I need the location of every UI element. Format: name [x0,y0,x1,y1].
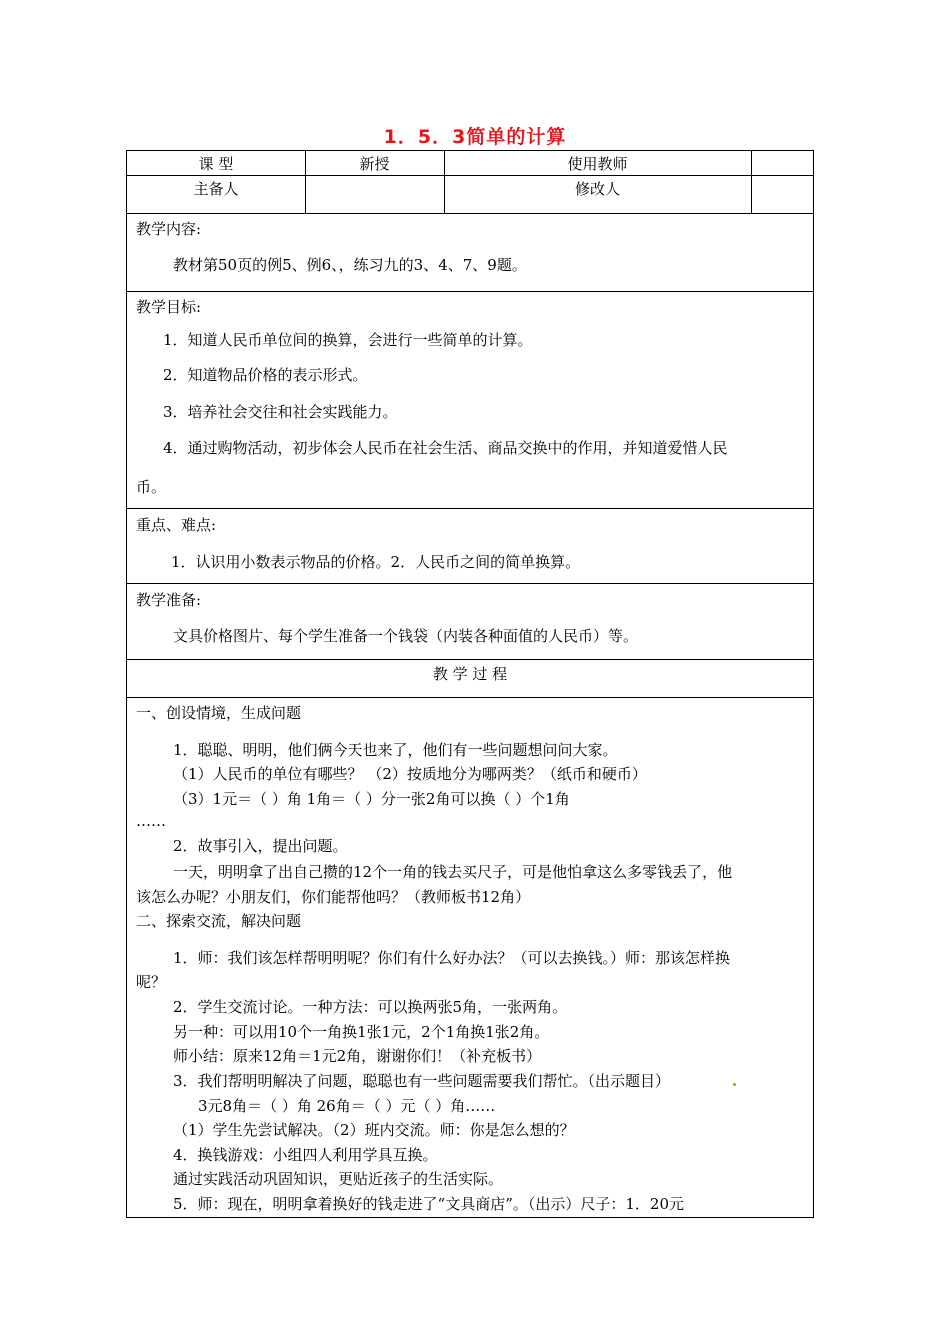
row-divider [127,583,813,584]
page-title: 1．5．3简单的计算 [383,126,567,148]
preparer-label: 主备人 [193,180,239,198]
goal-item: 1．知道人民币单位间的换算，会进行一些简单的计算。 [163,331,533,349]
key-points-text: 1．认识用小数表示物品的价格。2．人民币之间的简单换算。 [171,553,581,571]
row-divider [127,291,813,292]
process-line: 4．换钱游戏：小组四人利用学具互换。 [173,1146,438,1164]
row-divider [127,175,813,176]
process-line: 3．我们帮明明解决了问题，聪聪也有一些问题需要我们帮忙。（出示题目） [173,1072,671,1090]
goal-item: 2．知道物品价格的表示形式。 [163,366,368,384]
process-heading: 教 学 过 程 [432,665,508,683]
process-line: 通过实践活动巩固知识，更贴近孩子的生活实际。 [173,1170,504,1188]
decorative-dot [733,1083,736,1086]
column-divider [751,151,752,213]
process-line: 二、探索交流，解决问题 [136,912,302,930]
teacher-label: 使用教师 [567,155,628,173]
process-line: 一、创设情境，生成问题 [136,704,302,722]
lesson-type-label: 课 型 [198,155,234,173]
process-line: 2．故事引入，提出问题。 [173,837,348,855]
process-line: 2．学生交流讨论。一种方法：可以换两张5角，一张两角。 [173,998,568,1016]
process-line: …… [136,812,166,830]
goal-item: 3．培养社会交往和社会实践能力。 [163,403,398,421]
lesson-plan-table [126,150,814,1218]
key-points-heading: 重点、难点: [136,516,217,534]
preparation-heading: 教学准备: [136,591,202,609]
goal-item: 币。 [136,478,167,496]
process-line: 1．师：我们该怎样帮明明呢？你们有什么好办法？（可以去换钱。）师：那该怎样换 [173,949,731,967]
process-line: （1）人民币的单位有哪些？ （2）按质地分为哪两类？（纸币和硬币） [173,765,647,783]
process-line: 5．师：现在，明明拿着换好的钱走进了“文具商店”。（出示）尺子：1．20元 [173,1195,685,1213]
row-divider [127,213,813,214]
process-line: （3）1元＝（ ）角 1角＝（ ）分一张2角可以换（ ）个1角 [173,790,570,808]
process-line: 1．聪聪、明明，他们俩今天也来了，他们有一些问题想问问大家。 [173,741,618,759]
goal-item: 4．通过购物活动，初步体会人民币在社会生活、商品交换中的作用，并知道爱惜人民 [163,439,728,457]
content-heading: 教学内容: [136,220,202,238]
process-line: 一天，明明拿了出自己攒的12个一角的钱去买尺子，可是他怕拿这么多零钱丢了，他 [173,863,733,881]
process-line: 师小结：原来12角＝1元2角，谢谢你们！（补充板书） [173,1047,542,1065]
preparation-text: 文具价格图片、每个学生准备一个钱袋（内装各种面值的人民币）等。 [173,627,639,645]
process-line: 该怎么办呢？小朋友们，你们能帮他吗？（教师板书12角） [136,888,531,906]
process-line: 另一种：可以用10个一角换1张1元，2个1角换1张2角。 [173,1023,550,1041]
content-text: 教材第50页的例5、例6、，练习九的3、4、7、9题。 [173,256,527,274]
goals-heading: 教学目标: [136,298,202,316]
process-line: 呢？ [136,973,167,991]
reviser-label: 修改人 [574,180,620,198]
lesson-type-value: 新授 [359,155,390,173]
process-line: 3元8角＝（ ）角 26角＝（ ）元（ ）角…… [198,1097,496,1115]
process-line: （1）学生先尝试解决。（2）班内交流。师：你是怎么想的？ [173,1121,575,1139]
row-divider [127,659,813,660]
row-divider [127,697,813,698]
row-divider [127,508,813,509]
